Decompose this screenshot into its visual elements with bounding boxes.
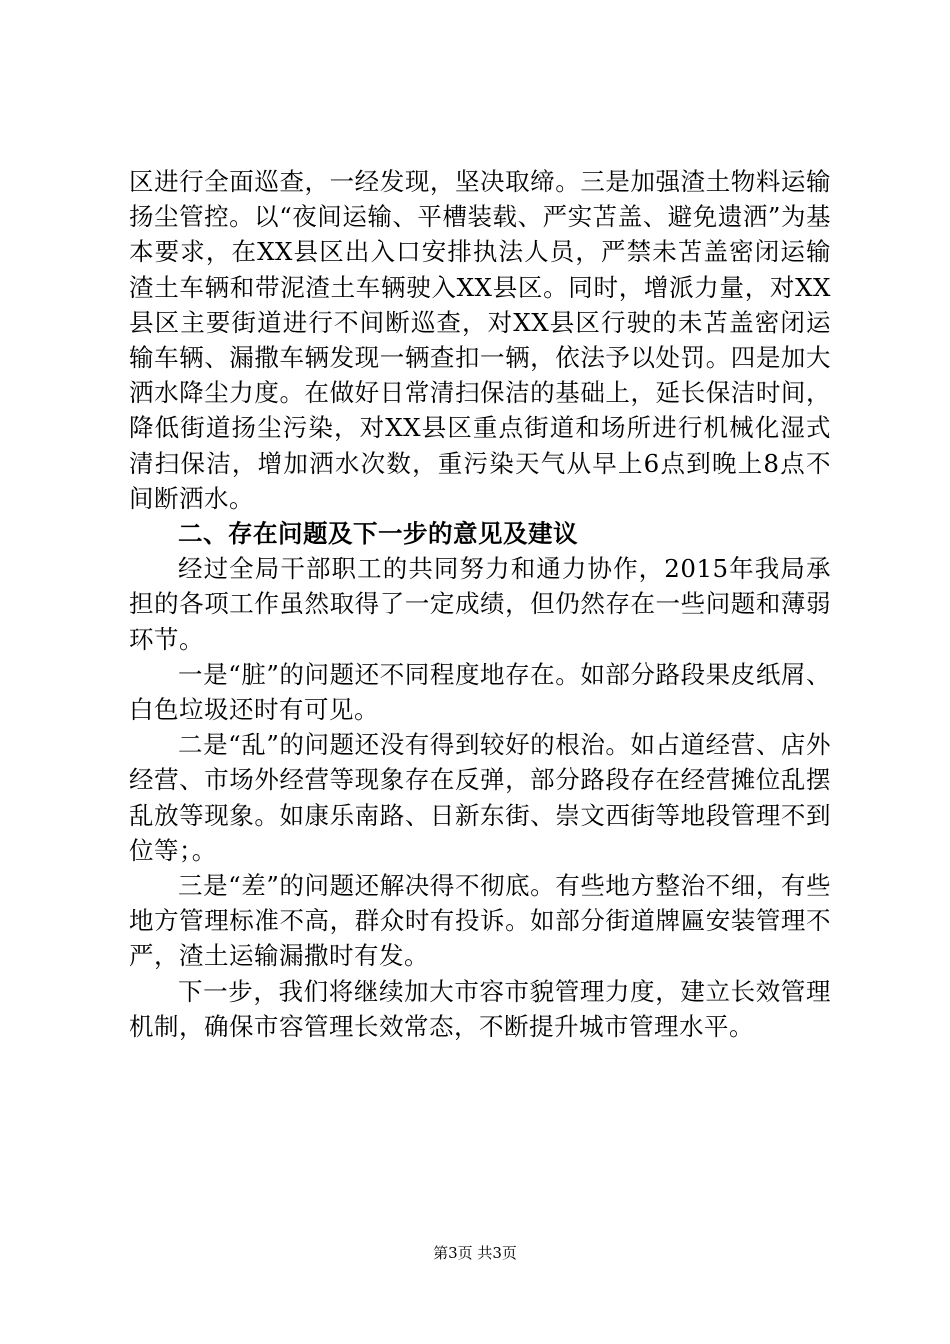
paragraph-next-step: 下一步，我们将继续加大市容市貌管理力度，建立长效管理机制，确保市容管理长效常态，不断提升城市管理水平。 — [129, 976, 831, 1041]
paragraph-issue-poor: 三是“差”的问题还解决得不彻底。有些地方整治不细，有些地方管理标准不高，群众时有投诉。如部分街道牌匾安装管理不严，渣土运输漏撒时有发。 — [129, 871, 831, 971]
paragraph-issue-disorder: 二是“乱”的问题还没有得到较好的根治。如占道经营、店外经营、市场外经营等现象存在反弹，部分路段存在经营摊位乱摆乱放等现象。如康乐南路、日新东街、崇文西街等地段管理不到位等；。 — [129, 730, 831, 865]
page-number-footer: 第3页 共3页 — [433, 1244, 517, 1262]
paragraph-continued: 区进行全面巡查，一经发现，坚决取缔。三是加强渣土物料运输扬尘管控。以“夜间运输、平槽装载、严实苫盖、避免遗洒”为基本要求，在XX县区出入口安排执法人员，严禁未苫盖密闭运输渣土车辆和带泥渣土车辆驶入XX县区。同时，增派力量，对XX县区主要街道进行不间断巡查，对XX县区行驶的未苫盖密闭运输车辆、漏撒车辆发现一辆查扣一辆，依法予以处罚。四是加大洒水降尘力度。在做好日常清扫保洁的基础上，延长保洁时间，降低街道扬尘污染，对XX县区重点街道和场所进行机械化湿式清扫保洁，增加洒水次数，重污染天气从早上6点到晚上8点不间断洒水。 — [129, 167, 831, 513]
document-body — [129, 164, 831, 1044]
paragraph-intro: 经过全局干部职工的共同努力和通力协作，2015年我局承担的各项工作虽然取得了一定成绩，但仍然存在一些问题和薄弱环节。 — [129, 554, 831, 654]
paragraph-issue-dirty: 一是“脏”的问题还不同程度地存在。如部分路段果皮纸屑、白色垃圾还时有可见。 — [129, 659, 831, 725]
section-heading: 二、存在问题及下一步的意见及建议 — [178, 519, 578, 549]
